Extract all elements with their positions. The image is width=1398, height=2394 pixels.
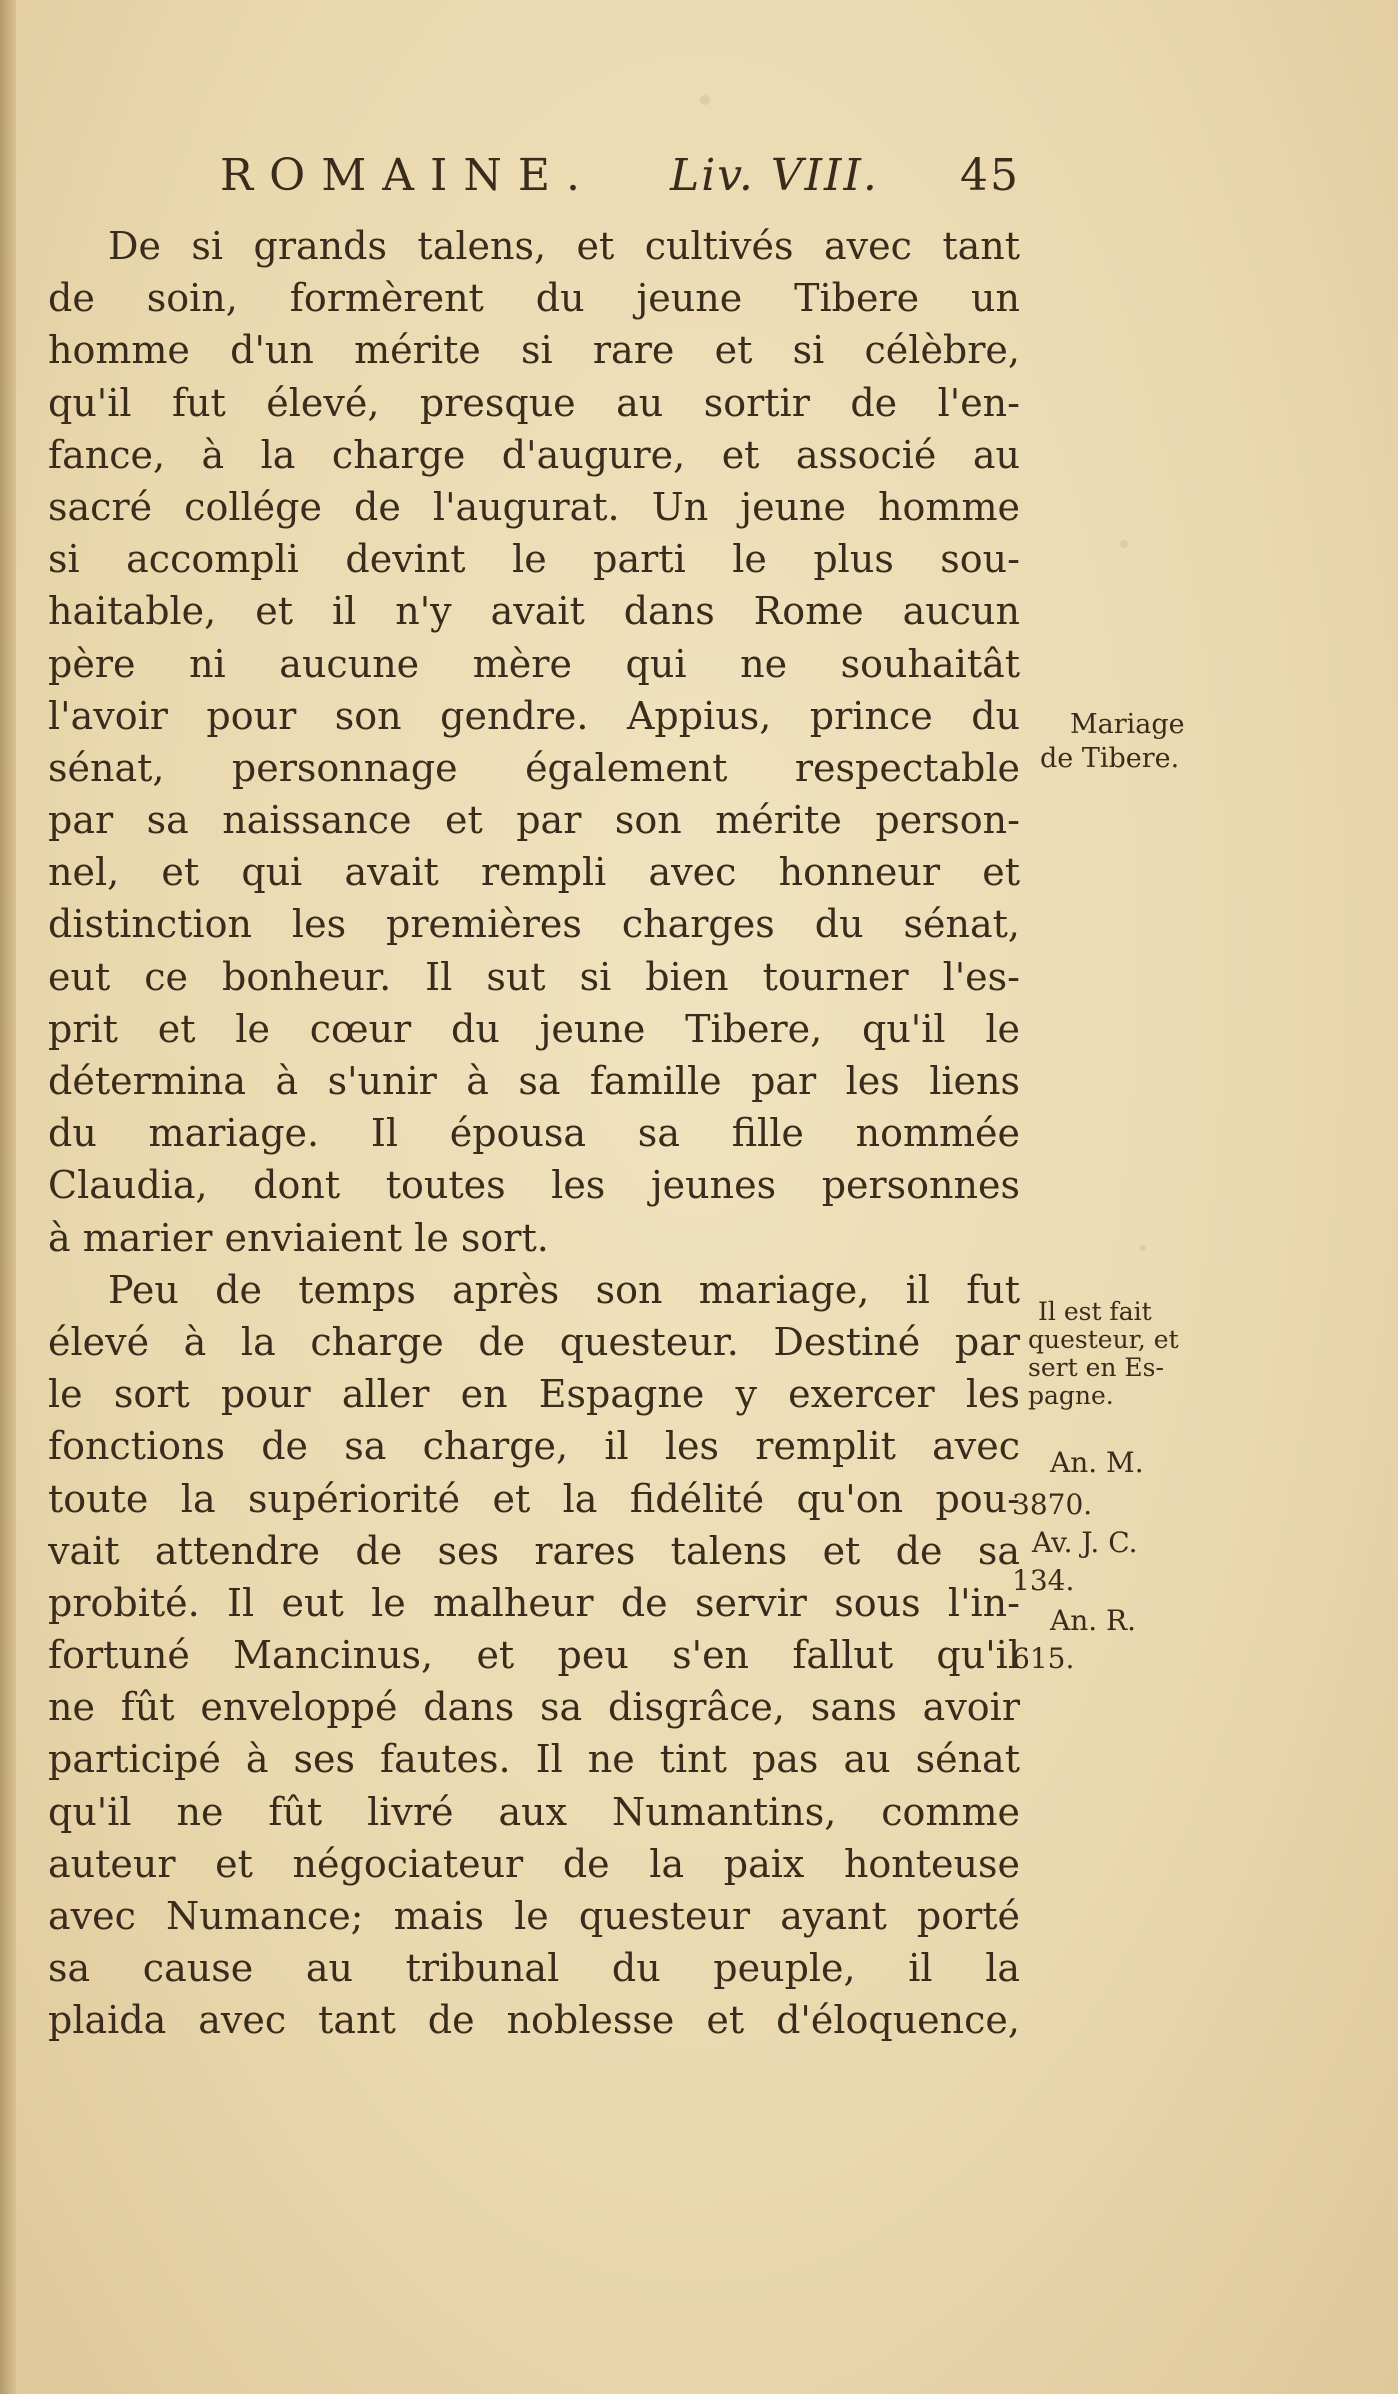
text-line: élevé à la charge de questeur. Destiné par [48, 1319, 1020, 1364]
margin-date: 615. [1012, 1642, 1075, 1675]
running-header [220, 150, 1020, 210]
text-line: qu'il fut élevé, presque au sortir de l'en- [48, 380, 1020, 425]
text-line: avec Numance; mais le questeur ayant porté [48, 1894, 1020, 1938]
margin-note-mariage [1028, 709, 1238, 774]
text-line: fortuné Mancinus, et peu s'en fallut qu'il [48, 1633, 1020, 1678]
text-line: Peu de temps après son mariage, il fut [108, 1267, 1020, 1312]
ink-spot [1140, 1245, 1146, 1251]
book-number: Liv. VIII. [670, 150, 879, 201]
margin-note-line: sert en Es- [1028, 1353, 1164, 1382]
text-line: sa cause au tribunal du peuple, il la [48, 1946, 1020, 1991]
margin-date: Av. J. C. [1032, 1526, 1138, 1559]
text-line: vait attendre de ses rares talens et de sa [48, 1528, 1020, 1573]
text-line: le sort pour aller en Espagne y exercer les [48, 1372, 1020, 1417]
text-line: fance, à la charge d'augure, et associé au [48, 432, 1020, 477]
margin-date: An. R. [1050, 1604, 1137, 1637]
text-line: nel, et qui avait rempli avec honneur et [48, 850, 1020, 895]
text-line: prit et le cœur du jeune Tibere, qu'il le [48, 1006, 1020, 1051]
margin-date: 3870. [1012, 1488, 1093, 1521]
margin-note-line: pagne. [1028, 1381, 1114, 1410]
text-line: ne fût enveloppé dans sa disgrâce, sans avoir [48, 1685, 1020, 1730]
text-line: de soin, formèrent du jeune Tibere un [48, 276, 1020, 321]
text-line: probité. Il eut le malheur de servir sous l'in- [48, 1580, 1020, 1625]
margin-date: An. M. [1050, 1446, 1144, 1479]
text-line: à marier enviaient le sort. [48, 1215, 549, 1260]
text-line: père ni aucune mère qui ne souhaitât [48, 641, 1020, 686]
text-line: du mariage. Il épousa sa fille nommée [48, 1111, 1020, 1156]
running-title: ROMAINE. [220, 150, 597, 201]
margin-note-line: Il est fait [1038, 1297, 1152, 1326]
text-line: si accompli devint le parti le plus sou- [48, 537, 1020, 582]
text-line: Claudia, dont toutes les jeunes personnes [48, 1163, 1020, 1208]
ink-spot [1120, 540, 1128, 548]
text-line: sénat, personnage également respectable [48, 745, 1020, 790]
text-line: par sa naissance et par son mérite person- [48, 798, 1020, 843]
margin-note-line: de Tibere. [1040, 743, 1180, 774]
text-line: fonctions de sa charge, il les remplit avec [48, 1424, 1020, 1469]
text-line: l'avoir pour son gendre. Appius, prince du [48, 693, 1020, 738]
page-number: 45 [960, 150, 1020, 201]
text-line: De si grands talens, et cultivés avec tant [108, 224, 1020, 268]
ink-spot [700, 95, 710, 105]
margin-note-line: Mariage [1070, 709, 1185, 740]
text-line: toute la supériorité et la fidélité qu'on pou- [48, 1476, 1020, 1521]
text-line: participé à ses fautes. Il ne tint pas au sénat [48, 1737, 1020, 1782]
margin-note-line: questeur, et [1028, 1325, 1179, 1354]
text-line: plaida avec tant de noblesse et d'éloquence, [48, 1998, 1020, 2043]
text-line: homme d'un mérite si rare et si célèbre, [48, 328, 1020, 373]
text-line: auteur et négociateur de la paix honteuse [48, 1841, 1020, 1886]
margin-date: 134. [1012, 1564, 1075, 1597]
body-text [48, 220, 1020, 2047]
margin-note-questeur [1028, 1298, 1238, 1410]
text-line: qu'il ne fût livré aux Numantins, comme [48, 1789, 1020, 1834]
text-line: eut ce bonheur. Il sut si bien tourner l'es- [48, 954, 1020, 999]
page-spine-shadow [0, 0, 16, 2394]
text-line: sacré collége de l'augurat. Un jeune homme [48, 484, 1020, 529]
text-line: haitable, et il n'y avait dans Rome aucun [48, 589, 1020, 634]
text-line: distinction les premières charges du sénat, [48, 902, 1020, 947]
text-line: détermina à s'unir à sa famille par les liens [48, 1059, 1020, 1103]
